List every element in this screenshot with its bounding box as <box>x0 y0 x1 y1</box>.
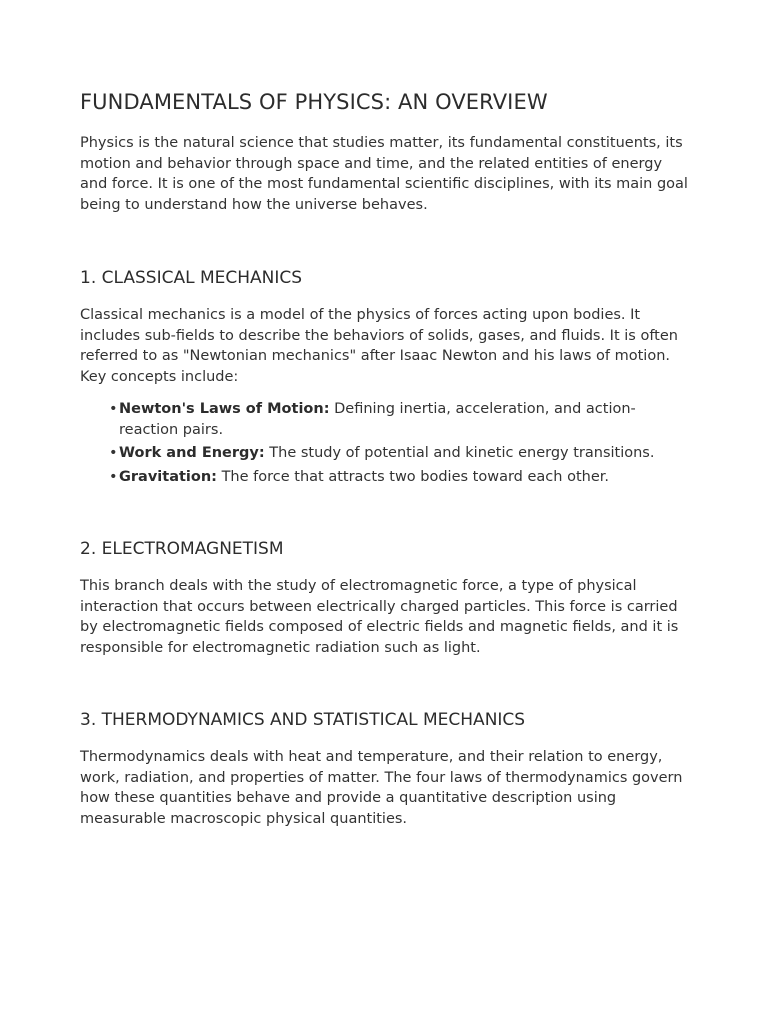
list-item-text: Defining inertia, acceleration, and action-reaction pairs. <box>119 401 636 438</box>
section-heading-classical-mechanics: 1. CLASSICAL MECHANICS <box>80 268 303 288</box>
list-item <box>109 467 688 488</box>
section-heading-electromagnetism: 2. ELECTROMAGNETISM <box>80 539 284 559</box>
list-item-term: Newton's Laws of Motion: <box>119 401 330 417</box>
list-item-term: Work and Energy: <box>119 445 265 461</box>
bullet-icon: • <box>109 401 118 417</box>
intro-paragraph: Physics is the natural science that studies matter, its fundamental constituents, its motion and behavior through space and time, and the related entities of energy and force. It is one of the most fundamental scientific disciplines, with its main goal being to understand how the universe behaves. <box>80 135 688 213</box>
document-title: FUNDAMENTALS OF PHYSICS: AN OVERVIEW <box>80 90 548 114</box>
list-item <box>109 399 688 440</box>
section-body-classical-mechanics: Classical mechanics is a model of the physics of forces acting upon bodies. It includes sub-fields to describe the behaviors of solids, gases, and fluids. It is often referred to as "Newtonian mechanics" after Isaac Newton and his laws of motion. Key concepts include: <box>80 307 678 385</box>
bullet-icon: • <box>109 468 118 485</box>
bullet-icon: • <box>109 445 118 461</box>
list-item <box>109 443 688 464</box>
list-item-text: The force that attracts two bodies toward each other. <box>216 468 609 485</box>
list-item-text: The study of potential and kinetic energy transitions. <box>264 445 655 461</box>
list-item-term: Gravitation: <box>119 468 217 485</box>
key-concepts-list <box>80 399 688 487</box>
section-body-electromagnetism: This branch deals with the study of electromagnetic force, a type of physical interaction that occurs between electrically charged particles. This force is carried by electromagnetic fields composed of electric fields and magnetic fields, and it is responsible for electromagnetic radiation such as light. <box>80 578 679 656</box>
section-body-thermodynamics: Thermodynamics deals with heat and temperature, and their relation to energy, work, radiation, and properties of matter. The four laws of thermodynamics govern how these quantities behave and provide a quantitative description using measurable macroscopic physical quantities. <box>80 749 683 827</box>
section-heading-thermodynamics: 3. THERMODYNAMICS AND STATISTICAL MECHANICS <box>80 710 526 730</box>
